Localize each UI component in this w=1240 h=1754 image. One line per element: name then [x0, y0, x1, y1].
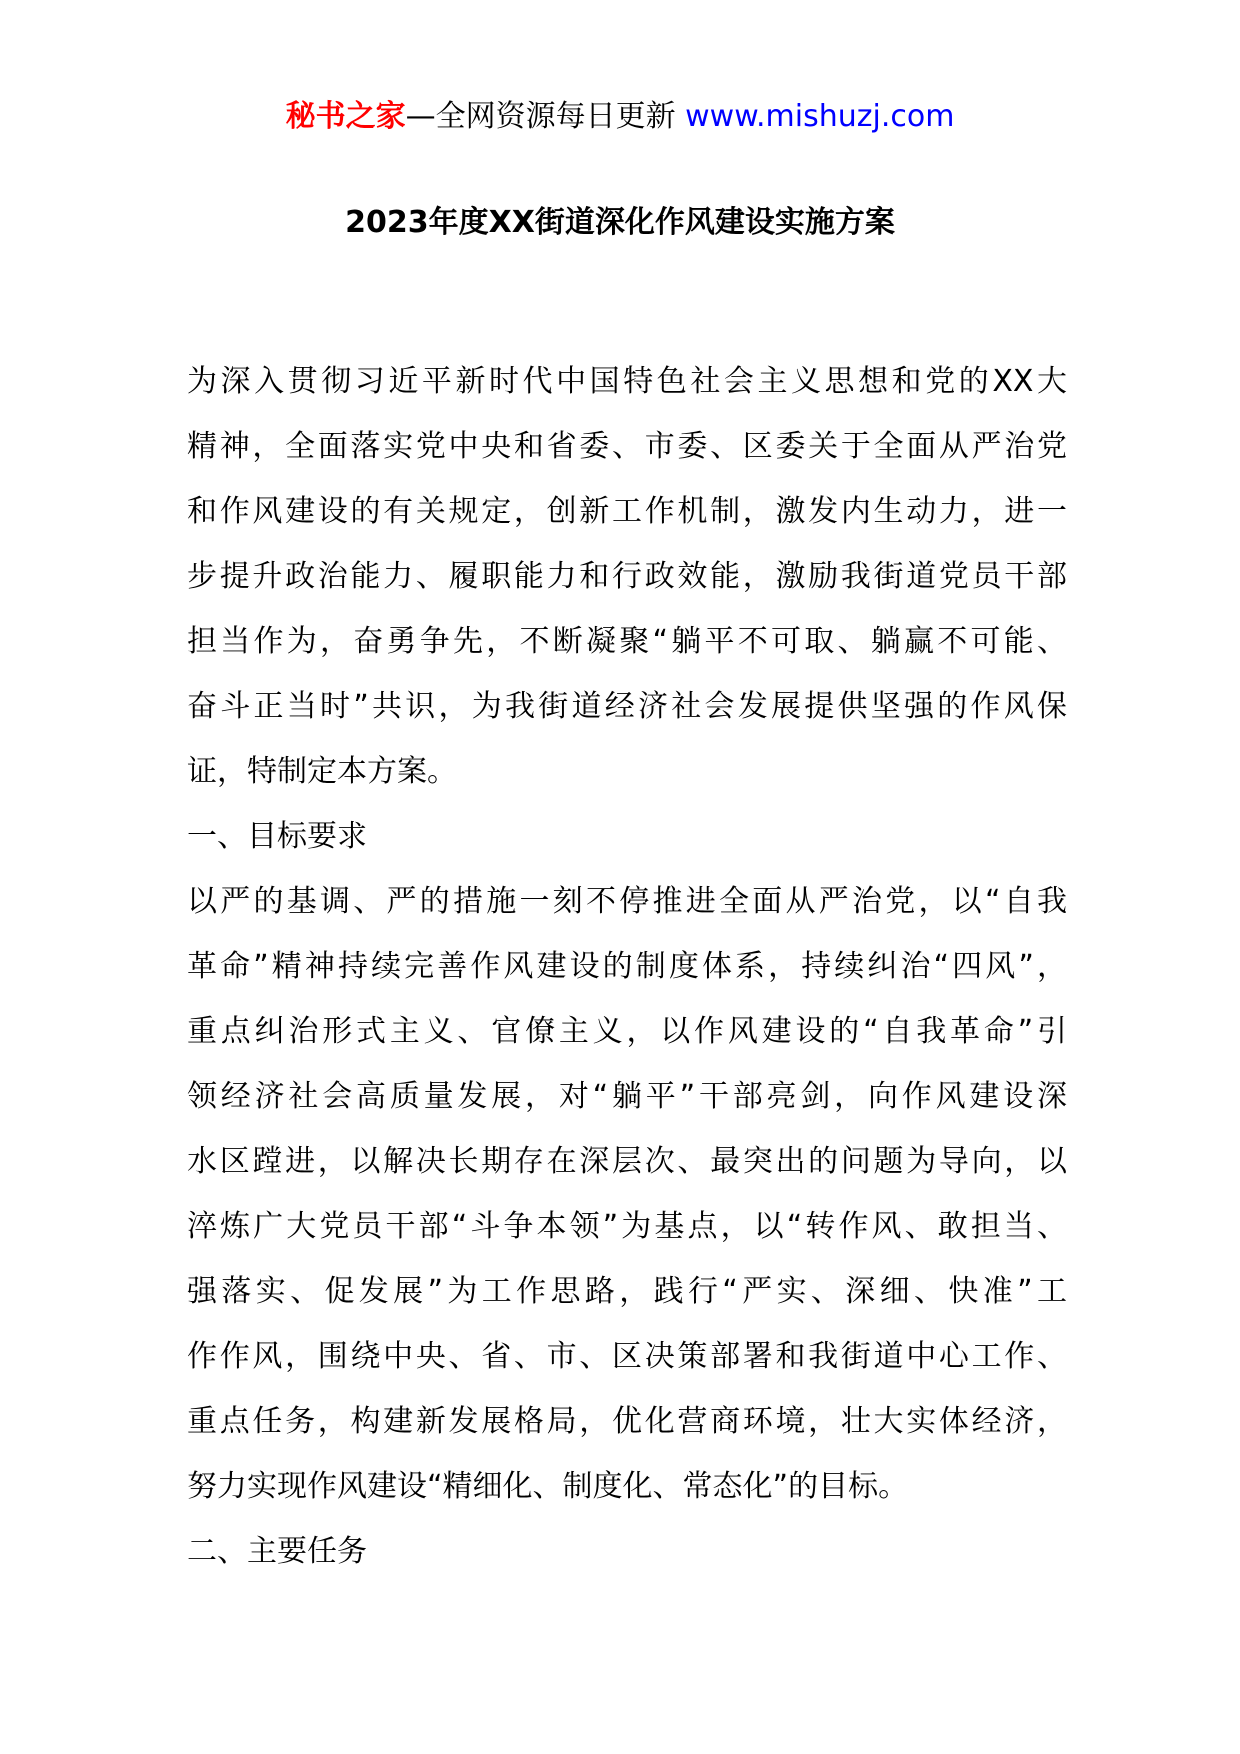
body-line: 证，特制定本方案。: [187, 754, 457, 789]
body-line: 为深入贯彻习近平新时代中国特色社会主义思想和党的XX大: [187, 364, 1067, 399]
body-line: 重点任务，构建新发展格局，优化营商环境，壮大实体经济，: [187, 1404, 1067, 1439]
body-line: 重点纠治形式主义、官僚主义，以作风建设的“自我革命”引: [187, 1014, 1067, 1049]
body-line: 奋斗正当时”共识，为我街道经济社会发展提供坚强的作风保: [187, 689, 1067, 724]
body-line: 精神，全面落实党中央和省委、市委、区委关于全面从严治党: [187, 429, 1067, 464]
body-line: 革命”精神持续完善作风建设的制度体系，持续纠治“四风”，: [187, 949, 1067, 984]
document-body: [187, 362, 1067, 1597]
body-line: 担当作为，奋勇争先，不断凝聚“躺平不可取、躺赢不可能、: [187, 624, 1067, 659]
body-line: 水区蹚进，以解决长期存在深层次、最突出的问题为导向，以: [187, 1144, 1067, 1179]
site-brand: 秘书之家: [285, 99, 406, 134]
body-line: 强落实、促发展”为工作思路，践行“严实、深细、快准”工: [187, 1274, 1067, 1309]
body-line: 努力实现作风建设“精细化、制度化、常态化”的目标。: [187, 1469, 909, 1504]
body-line: 和作风建设的有关规定，创新工作机制，激发内生动力，进一: [187, 494, 1067, 529]
section-heading: 二、主要任务: [187, 1534, 367, 1569]
body-line: 作作风，围绕中央、省、市、区决策部署和我街道中心工作、: [187, 1339, 1067, 1374]
body-line: 领经济社会高质量发展，对“躺平”干部亮剑，向作风建设深: [187, 1079, 1067, 1114]
section-heading: 一、目标要求: [187, 819, 367, 854]
body-line: 以严的基调、严的措施一刻不停推进全面从严治党，以“自我: [187, 884, 1067, 919]
document-title: 2023年度XX街道深化作风建设实施方案: [345, 205, 895, 240]
body-line: 淬炼广大党员干部“斗争本领”为基点，以“转作风、敢担当、: [187, 1209, 1067, 1244]
site-slogan: —全网资源每日更新: [405, 99, 686, 134]
site-header: [0, 97, 1240, 137]
site-url-link[interactable]: www.mishuzj.com: [685, 99, 955, 134]
body-line: 步提升政治能力、履职能力和行政效能，激励我街道党员干部: [187, 559, 1067, 594]
